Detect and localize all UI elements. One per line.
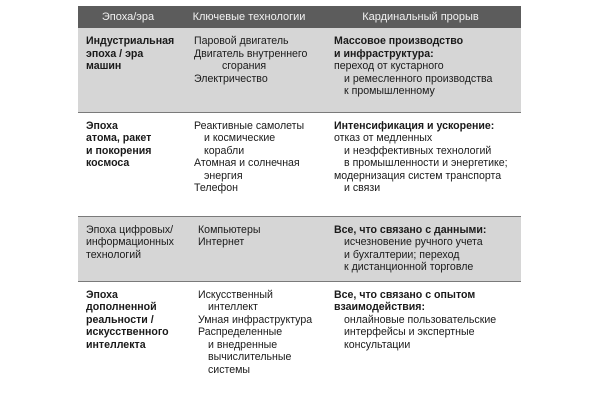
era-line: Эпоха [86,288,118,301]
era-line: интеллекта [86,338,146,351]
tech-item: Искусственный [198,288,273,301]
breakthrough-cell [320,216,521,281]
tech-item: Паровой двигатель [194,35,289,47]
tech-item: Компьютеры [198,223,261,236]
era-line: машин [86,60,122,73]
era-cell [78,281,178,399]
era-cell [78,216,178,281]
tech-item: и внедренные [208,338,278,351]
table-row [78,112,521,216]
breakthrough-text: и бухгалтерии; переход [344,248,460,261]
era-line: Эпоха цифровых/ [86,223,174,236]
era-line: информационных [86,236,174,249]
table-header-row [78,6,521,28]
breakthrough-text: к промышленному [344,85,435,98]
breakthrough-text: онлайновые пользовательские [344,313,497,326]
breakthrough-title: Интенсификация и ускорение: [334,119,495,132]
breakthrough-text: в промышленности и энергетике; [344,157,508,170]
tech-item: вычислительные [208,351,292,364]
breakthrough-cell [320,281,521,399]
breakthrough-text: исчезновение ручного учета [344,236,483,249]
era-line: Индустриальная [86,35,175,47]
breakthrough-text: переход от кустарного [334,60,444,73]
header-era: Эпоха/эра [78,6,178,28]
breakthrough-cell [320,28,521,112]
tech-item: Умная инфраструктура [198,313,313,326]
era-line: и покорения [86,144,152,157]
era-line: искусственного [86,326,169,339]
tech-item: Реактивные самолеты [194,119,305,132]
era-cell [78,28,178,112]
breakthrough-text: модернизация систем транспорта [334,169,502,182]
breakthrough-text: и ремесленного производства [344,72,493,85]
breakthrough-text: к дистанционной торговле [344,261,474,274]
breakthrough-text: интерфейсы и экспертные [344,326,475,339]
breakthrough-title: Все, что связано с данными: [334,223,487,236]
breakthrough-title: взаимодействия: [334,301,426,314]
breakthrough-text: и связи [344,182,381,195]
tech-item: интеллект [208,301,258,314]
header-technologies: Ключевые технологии [178,6,320,28]
table-row [78,28,521,112]
tech-item: и космические [204,132,276,145]
table-row [78,281,521,399]
breakthrough-title: и инфраструктура: [334,47,434,60]
tech-item: энергия [204,169,243,182]
tech-item: Двигатель внутреннего [194,47,308,60]
tech-item: Телефон [194,182,238,195]
tech-item: Электричество [194,72,268,85]
era-line: атома, ракет [86,132,152,145]
era-line: дополненной [86,301,157,314]
technologies-cell [178,28,320,112]
breakthrough-text: и неэффективных технологий [344,144,492,157]
era-line: технологий [86,248,142,261]
era-line: эпоха / эра [86,47,144,60]
table-row [78,216,521,281]
tech-item: Интернет [198,236,245,249]
era-line: реальности / [86,313,154,326]
breakthrough-title: Массовое производство [334,35,464,47]
tech-item: системы [208,364,251,377]
breakthrough-text: консультации [344,338,411,351]
tech-item: сгорания [222,60,267,73]
technologies-cell [178,216,320,281]
tech-item: корабли [204,144,245,157]
header-breakthrough: Кардинальный прорыв [320,6,521,28]
tech-item: Атомная и солнечная [194,157,300,170]
era-line: космоса [86,157,130,170]
era-cell [78,112,178,216]
eras-table [78,6,521,399]
breakthrough-text: отказ от медленных [334,132,433,145]
breakthrough-title: Все, что связано с опытом [334,288,476,301]
era-line: Эпоха [86,119,118,132]
breakthrough-cell [320,112,521,216]
technologies-cell [178,112,320,216]
tech-item: Распределенные [198,326,283,339]
technologies-cell [178,281,320,399]
